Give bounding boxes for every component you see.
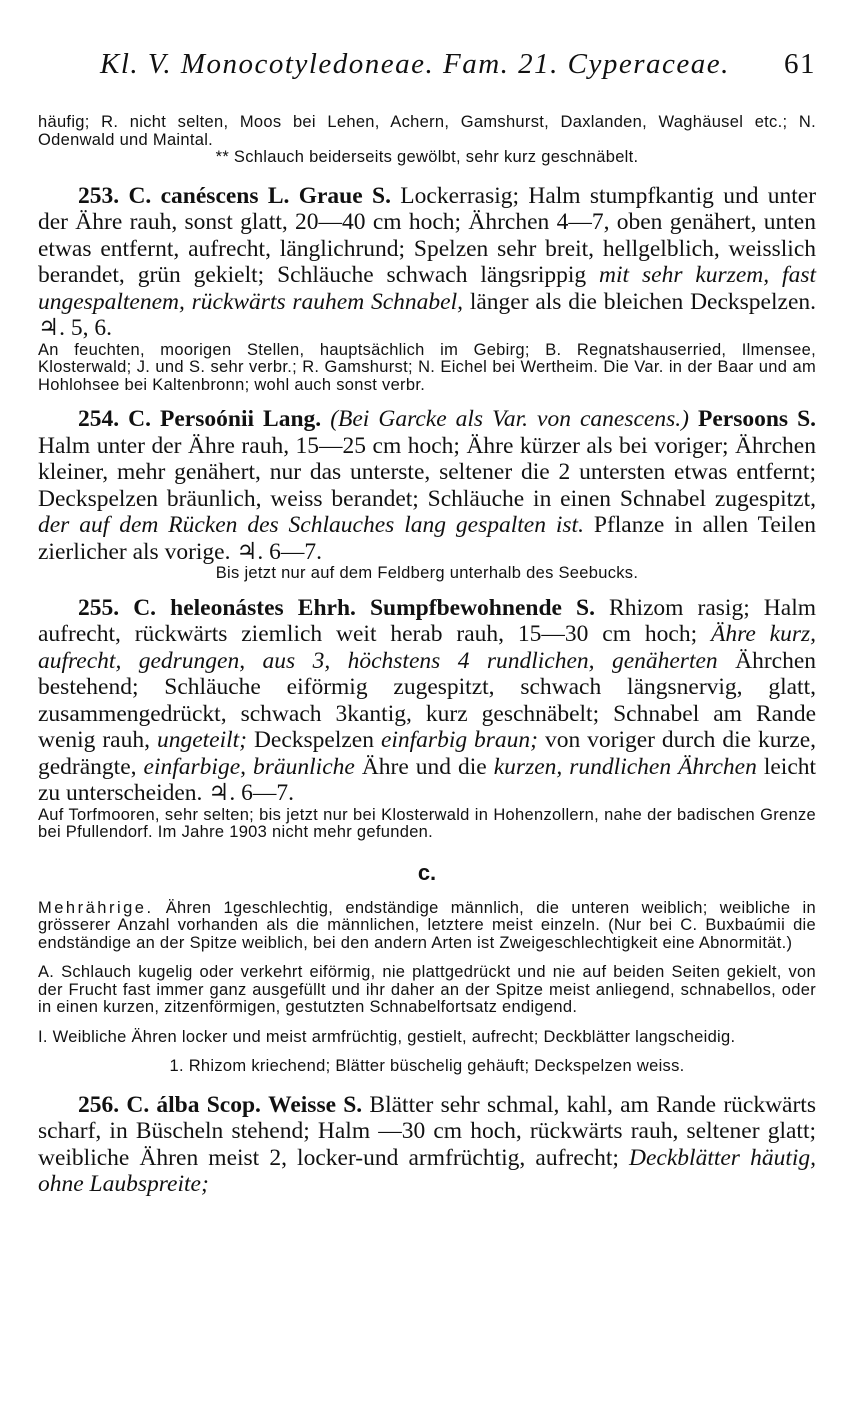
entry-253-number: 253.	[78, 182, 120, 209]
entry-255-italic-5: kurzen, rundlichen Ährchen	[493, 753, 757, 780]
entry-253-common-name: Graue S.	[298, 182, 391, 209]
entry-255-description-b: Ährchen bestehend; Schläuche eiförmig zugespitzt, schwach längsnervig, glatt, zusammengedrückt, schwach 3kantig, kurz geschnäbelt; Schnabel am Rande wenig rauh,	[38, 647, 817, 753]
entry-254-localities: Bis jetzt nur auf dem Feldberg unterhalb des Seebucks.	[215, 564, 639, 582]
entry-255-italic-4: einfarbige, bräunliche	[143, 753, 355, 780]
entry-254-description: Halm unter der Ähre rauh, 15—25 cm hoch; Ähre kürzer als bei voriger; Ährchen kleiner, mehr genähert, nur das unterste, seltener die 2 untersten etwas entfernt; Deckspelzen bräunlich, weiss berandet; Schläuche in einen Schnabel zugespitzt,	[38, 432, 816, 512]
section-intro-label: Mehrährige.	[38, 898, 154, 917]
entry-255-description-c: Deckspelzen	[253, 727, 374, 753]
entry-256-common-name: Weisse S.	[268, 1091, 363, 1118]
entry-255	[38, 595, 816, 807]
entry-254-description-italic: der auf dem Rücken des Schlauches lang gespalten ist.	[38, 512, 584, 538]
entry-253-description-italic: mit sehr kurzem, fast ungespaltenem, rückwärts rauhem Schnabel,	[38, 262, 816, 315]
entry-256-description-italic: Deckblätter häutig, ohne Laubspreite;	[38, 1144, 817, 1197]
entry-255-localities: Auf Torfmooren, sehr selten; bis jetzt nur bei Klosterwald in Hohenzollern, nahe der badischen Grenze bei Pfullendorf. Im Jahre 1903 nicht mehr gefunden.	[38, 805, 816, 841]
key-i: I. Weibliche Ähren locker und meist armfrüchtig, gestielt, aufrecht; Deckblätter langscheidig.	[38, 1027, 736, 1046]
entry-255-description-d: von voriger durch die kurze, gedrängte,	[38, 727, 817, 780]
subgroup-note: ** Schlauch beiderseits gewölbt, sehr kurz geschnäbelt.	[215, 148, 639, 166]
entry-253	[38, 183, 816, 342]
entry-253-localities: An feuchten, moorigen Stellen, hauptsächlich im Gebirg; B. Regnatshauserried, Ilmensee, Klosterwald; J. und S. sehr verbr.; R. Gamshurst; N. Eichel bei Wertheim. Die Var. in der Baar und am Hohlohsee bei Kaltenbronn; wohl auch sonst verbr.	[38, 340, 816, 394]
section-intro-text: Ähren 1geschlechtig, endständige männlich, die unteren weiblich; weibliche in grösserer Anzahl vorhanden als die männlichen, letztere meist einzeln. (Nur bei C. Buxbaúmii die endständige an der Spitze weiblich, bei den andern Arten ist Zweigeschlechtigkeit eine Abnormität.)	[38, 898, 816, 952]
entry-254-number: 254.	[78, 406, 120, 432]
entry-253-description: Lockerrasig; Halm stumpfkantig und unter der Ähre rauh, sonst glatt, 20—40 cm hoch; Ährchen 4—7, oben genähert, unten etwas entfernt, aufrecht, länglichrund; Spelzen sehr breit, hellgelblich, weisslich berandet, grün gekielt; Schläuche schwach längsrippig	[38, 182, 817, 288]
running-title: Kl. V. Monocotyledoneae. Fam. 21. Cyperaceae.	[100, 48, 730, 80]
section-heading: c.	[417, 859, 437, 885]
key-1: 1. Rhizom kriechend; Blätter büschelig gehäuft; Deckspelzen weiss.	[169, 1057, 685, 1075]
entry-256-number: 256.	[78, 1091, 120, 1118]
entry-255-description-e: Ähre und die	[361, 753, 487, 780]
entry-255-common-name: Sumpfbewohnende S.	[369, 594, 595, 621]
entry-255-italic-3: einfarbig braun;	[380, 727, 538, 753]
continued-locality-text: häufig; R. nicht selten, Moos bei Lehen, Achern, Gamshurst, Daxlanden, Waghäusel etc.; N. Odenwald und Maintal.	[38, 113, 816, 149]
entry-254-description-end: Pflanze in allen Teilen zierlicher als vorige. ♃. 6—7.	[38, 512, 816, 565]
entry-256-description: Blätter sehr schmal, kahl, am Rande rückwärts scharf, in Büscheln stehend; Halm —30 cm hoch, rückwärts rauh, seltener glatt; weibliche Ähren meist 2, locker-und armfrüchtig, aufrecht;	[38, 1091, 816, 1171]
entry-255-description-f: leicht zu unterscheiden. ♃. 6—7.	[38, 753, 817, 806]
entry-255-description-a: Rhizom rasig; Halm aufrecht, rückwärts ziemlich weit herab rauh, 15—30 cm hoch;	[38, 594, 817, 647]
page-number: 61	[784, 48, 816, 80]
entry-253-description-end: länger als die bleichen Deckspelzen. ♃. 5, 6.	[38, 288, 817, 341]
entry-254	[38, 406, 816, 565]
key-a: A. Schlauch kugelig oder verkehrt eiförmig, nie plattgedrückt und nie auf beiden Seiten gekielt, von der Frucht fast immer ganz ausgefüllt und ihr daher an der Spitze meist anliegend, schnabellos, oder in einen kurzen, zitzenförmigen, gestutzten Schnabelfortsatz endigend.	[38, 963, 816, 1016]
entry-255-number: 255.	[78, 594, 120, 621]
running-header	[100, 48, 816, 88]
section-intro	[38, 900, 816, 953]
entry-256-name: C. álba Scop.	[126, 1091, 261, 1118]
entry-255-italic-1: Ähre kurz, aufrecht, gedrungen, aus 3, höchstens 4 rundlichen, genäherten	[38, 621, 817, 674]
page-body	[38, 114, 816, 1198]
entry-256	[38, 1092, 816, 1198]
entry-255-italic-2: ungeteilt;	[156, 727, 247, 753]
entry-254-name: C. Persoónii Lang.	[128, 406, 322, 432]
entry-254-garcke-note: (Bei Garcke als Var. von canescens.)	[330, 406, 689, 432]
entry-253-name: C. canéscens L.	[128, 182, 290, 209]
entry-254-common-name: Persoons S.	[697, 406, 817, 432]
entry-255-name: C. heleonástes Ehrh.	[133, 594, 356, 621]
